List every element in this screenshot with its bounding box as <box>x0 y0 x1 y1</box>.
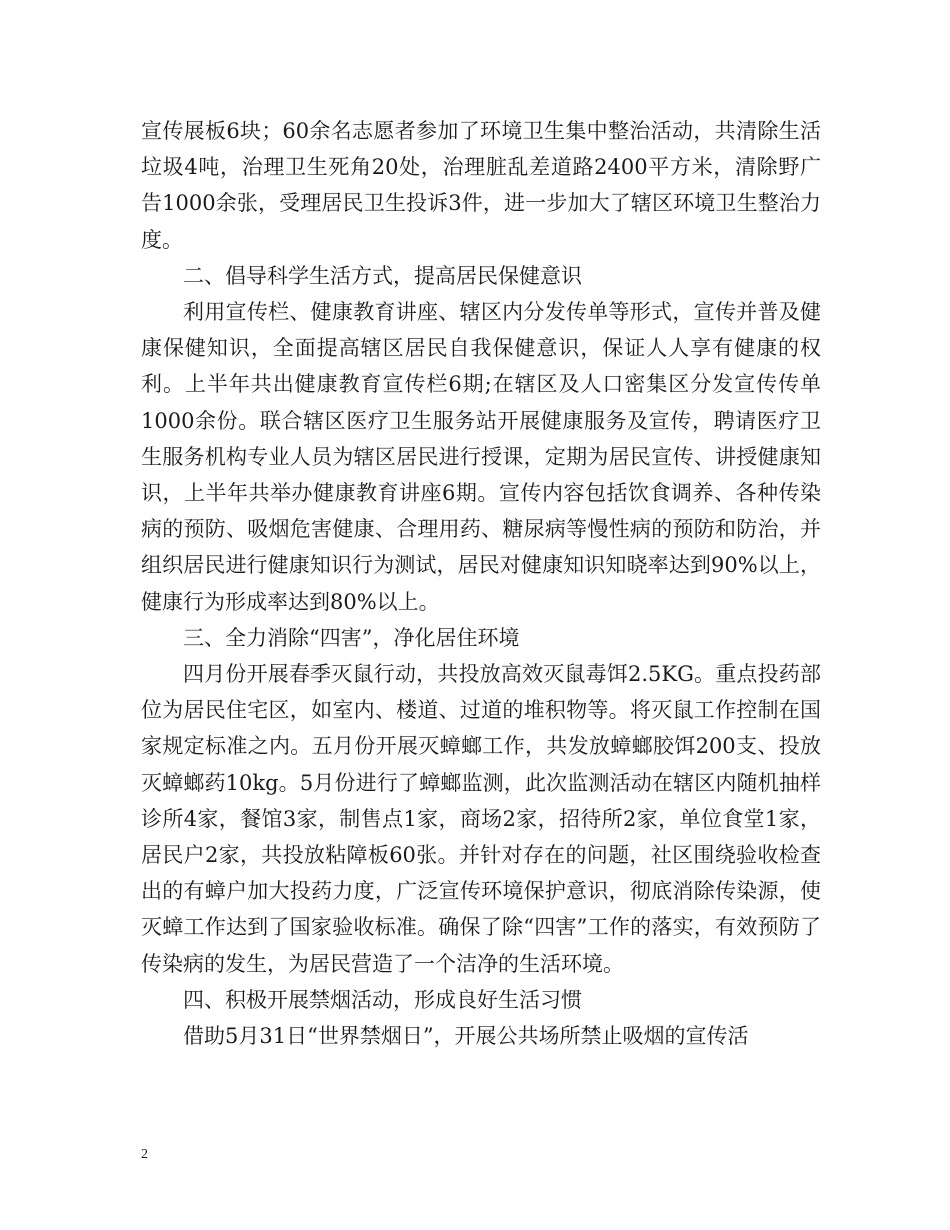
paragraph-health-education: 利用宣传栏、健康教育讲座、辖区内分发传单等形式，宣传并普及健康保健知识，全面提高辖区居民自我保健意识，保证人人享有健康的权利。上半年共出健康教育宣传栏6期;在辖区及人口密集区分发宣传传单1000余份。联合辖区医疗卫生服务站开展健康服务及宣传，聘请医疗卫生服务机构专业人员为辖区居民进行授课，定期为居民宣传、讲授健康知识，上半年共举办健康教育讲座6期。宣传内容包括饮食调养、各种传染病的预防、吸烟危害健康、合理用药、糖尿病等慢性病的预防和防治，并组织居民进行健康知识行为测试，居民对健康知识知晓率达到90%以上，健康行为形成率达到80%以上。 <box>141 300 821 614</box>
section-heading-health-lifestyle: 二、倡导科学生活方式，提高居民保健意识 <box>183 263 582 288</box>
paragraph-sanitation-summary: 宣传展板6块；60余名志愿者参加了环境卫生集中整治活动，共清除生活垃圾4吨，治理卫生死角20处，治理脏乱差道路2400平方米，清除野广告1000余张，受理居民卫生投诉3件，进一步加大了辖区环境卫生整治力度。 <box>141 119 821 252</box>
page-number: 2 <box>141 1147 148 1162</box>
section-heading-four-pests: 三、全力消除“四害”，净化居住环境 <box>183 625 520 650</box>
document-body <box>141 113 821 1054</box>
section-heading-no-smoking: 四、积极开展禁烟活动，形成良好生活习惯 <box>183 987 582 1012</box>
paragraph-pest-control: 四月份开展春季灭鼠行动，共投放高效灭鼠毒饵2.5KG。重点投药部位为居民住宅区，如室内、楼道、过道的堆积物等。将灭鼠工作控制在国家规定标准之内。五月份开展灭蟑螂工作，共发放蟑螂胶饵200支、投放灭蟑螂药10kg。5月份进行了蟑螂监测，此次监测活动在辖区内随机抽样诊所4家，餐馆3家，制售点1家，商场2家，招待所2家，单位食堂1家，居民户2家，共投放粘障板60张。并针对存在的问题，社区围绕验收检查出的有蟑户加大投药力度，广泛宣传环境保护意识，彻底消除传染源，使灭蟑工作达到了国家验收标准。确保了除“四害”工作的落实，有效预防了传染病的发生，为居民营造了一个洁净的生活环境。 <box>141 662 821 976</box>
paragraph-no-smoking-day: 借助5月31日“世界禁烟日”，开展公共场所禁止吸烟的宣传活 <box>183 1024 749 1049</box>
